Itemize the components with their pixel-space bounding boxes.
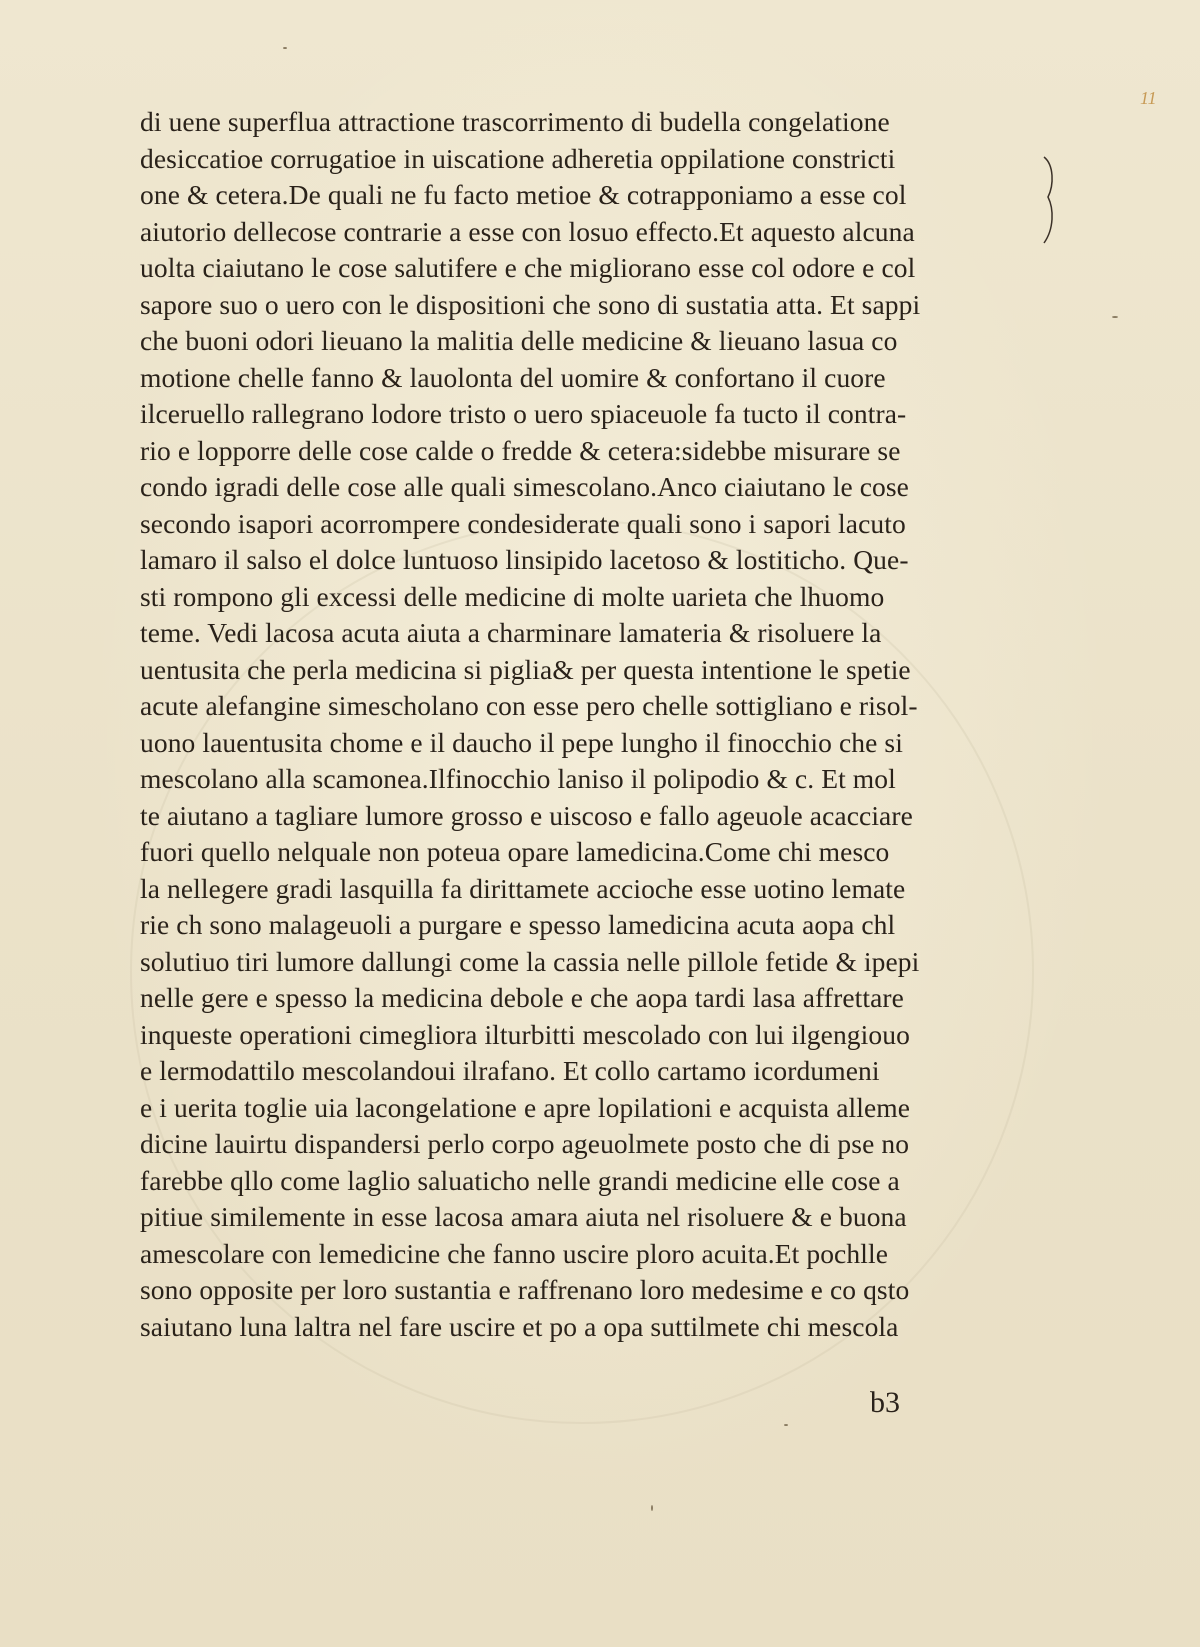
text-line: rie ch sono malageuoli a purgare e spesso lamedicina acuta aopa chl [140, 909, 896, 940]
text-line: lamaro il salso el dolce luntuoso linsipido lacetoso & lostiticho. Que- [140, 544, 909, 575]
text-line: fuori quello nelquale non poteua opare lamedicina.Come chi mesco [140, 836, 890, 867]
text-line: sono opposite per loro sustantia e raffrenano loro medesime e co qsto [140, 1274, 910, 1305]
text-line: solutiuo tiri lumore dallungi come la cassia nelle pillole fetide & ipepi [140, 945, 920, 977]
text-line: uentusita che perla medicina si piglia& per questa intentione le spetie [140, 653, 911, 685]
text-line: aiutorio dellecose contrarie a esse con losuo effecto.Et aquesto alcuna [140, 215, 915, 247]
text-line: uono lauentusita chome e il daucho il pepe lungho il finocchio che si [140, 726, 903, 758]
text-line: acute alefangine simescholano con esse pero chelle sottigliano e risol- [140, 690, 918, 721]
foliation-mark: 11 [1140, 88, 1157, 108]
ink-speck [784, 1424, 788, 1426]
text-line: uolta ciaiutano le cose salutifere e che migliorano esse col odore e col [140, 252, 916, 283]
text-line: di uene superflua attractione trascorrimento di budella congelatione [140, 106, 890, 137]
text-line: dicine lauirtu dispandersi perlo corpo ageuolmete posto che di pse no [140, 1128, 910, 1159]
text-line: condo igradi delle cose alle quali simescolano.Anco ciaiutano le cose [140, 471, 909, 502]
text-line: te aiutano a tagliare lumore grosso e uiscoso e fallo ageuole acacciare [140, 799, 913, 831]
text-line: one & cetera.De quali ne fu facto metioe & cotrapponiamo a esse col [140, 179, 907, 210]
text-line: che buoni odori lieuano la malitia delle medicine & lieuano lasua co [140, 325, 898, 356]
text-line: teme. Vedi lacosa acuta aiuta a charminare lamateria & risoluere la [140, 617, 882, 648]
text-line: sti rompono gli excessi delle medicine di molte uarieta che lhuomo [140, 580, 885, 612]
ink-speck [1112, 316, 1118, 318]
ink-speck [651, 1505, 653, 1511]
text-line: secondo isapori acorrompere condesiderate quali sono i sapori lacuto [140, 507, 906, 539]
text-line: e i uerita toglie uia lacongelatione e apre lopilationi e acquista alleme [140, 1091, 911, 1123]
text-line: nelle gere e spesso la medicina debole e che aopa tardi lasa affrettare [140, 982, 904, 1013]
text-line: rio e lopporre delle cose calde o fredde & cetera:sidebbe misurare se [140, 434, 901, 466]
text-line: saiutano luna laltra nel fare uscire et po a opa suttilmete chi mescola [140, 1310, 899, 1342]
text-line: desiccatioe corrugatioe in uiscatione adheretia oppilatione constricti [140, 142, 896, 174]
ink-speck [283, 47, 287, 49]
text-line: la nellegere gradi lasquilla fa dirittamete accioche esse uotino lemate [140, 872, 906, 904]
text-line: ilceruello rallegrano lodore tristo o uero spiaceuole fa tucto il contra- [140, 398, 907, 429]
text-line: e lermodattilo mescolandoui ilrafano. Et collo cartamo icordumeni [140, 1055, 880, 1086]
signature-mark: b3 [870, 1386, 900, 1419]
text-line: pitiue similemente in esse lacosa amara aiuta nel risoluere & e buona [140, 1201, 907, 1232]
text-line: sapore suo o uero con le dispositioni che sono di sustatia atta. Et sappi [140, 288, 921, 320]
text-line: farebbe qllo come laglio saluaticho nelle grandi medicine elle cose a [140, 1164, 900, 1196]
text-line: amescolare con lemedicine che fanno uscire ploro acuita.Et pochlle [140, 1237, 888, 1269]
text-line: mescolano alla scamonea.Ilfinocchio laniso il polipodio & c. Et mol [140, 763, 896, 794]
text-block [140, 104, 1000, 1345]
text-line: inqueste operationi cimegliora ilturbitti mescolado con lui ilgengiouo [140, 1018, 910, 1050]
text-line: motione chelle fanno & lauolonta del uomire & confortano il cuore [140, 361, 886, 393]
margin-brace-mark [1040, 155, 1064, 245]
